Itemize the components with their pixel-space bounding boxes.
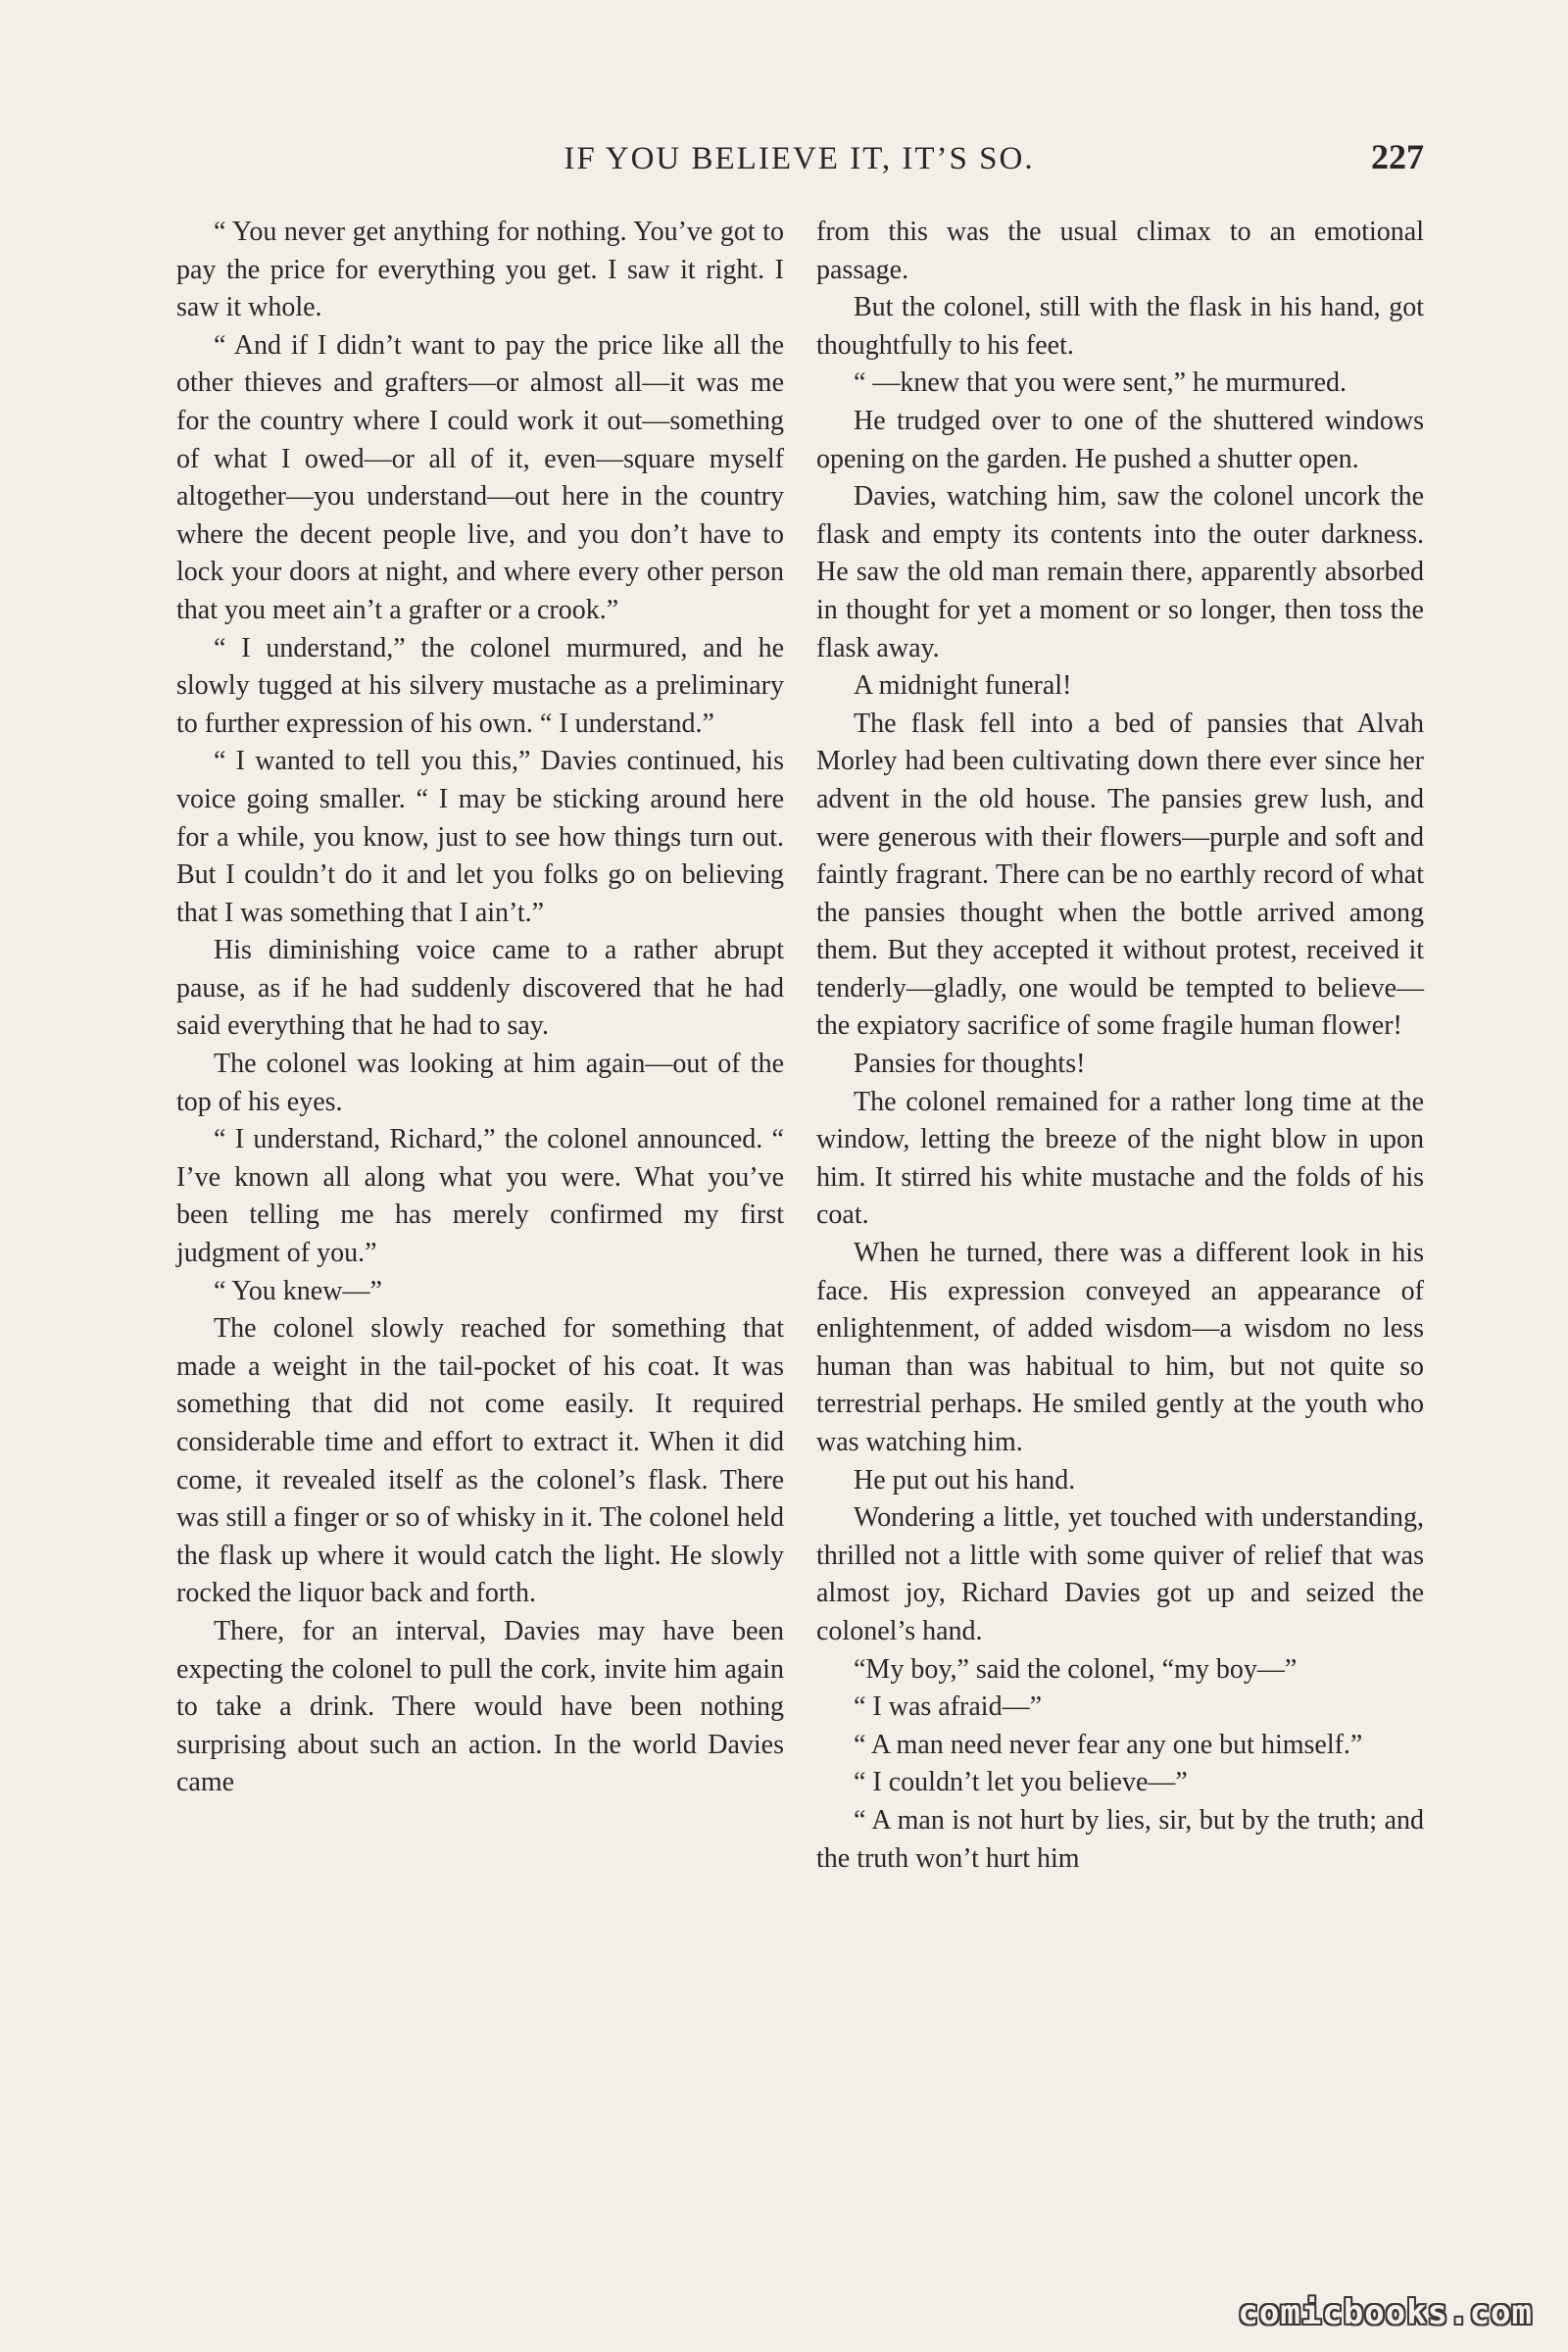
- paragraph: He trudged over to one of the shuttered windows opening on the garden. He pushed a shutter open.: [816, 405, 1424, 474]
- watermark-logo: comicbooks.com: [1238, 2293, 1533, 2332]
- paragraph: “ I couldn’t let you believe—”: [854, 1767, 1188, 1798]
- left-column: [176, 214, 784, 1802]
- paragraph: The colonel slowly reached for something that made a weight in the tail-pocket of his coat. It was something that did not come easily. It required considerable time and effort to extract it. When it did come, it revealed itself as the colonel’s flask. There was still a finger or so of whisky in it. The colonel held the flask up where it would catch the light. He slowly rocked the liquor back and forth.: [176, 1313, 784, 1609]
- paragraph: “ I understand, Richard,” the colonel announced. “ I’ve known all along what you were. What you’ve been telling me has merely confirmed my first judgment of you.”: [176, 1124, 784, 1269]
- paragraph: The flask fell into a bed of pansies that Alvah Morley had been cultivating down there ever since her advent in the old house. The pansies grew lush, and were generous with their flowers—purple and soft and faintly fragrant. There can be no earthly record of what the pansies thought when the bottle arrived among them. But they accepted it without protest, received it tenderly—gladly, one would be tempted to believe—the expiatory sacrifice of some fragile human flower!: [816, 708, 1424, 1042]
- paragraph: “ A man need never fear any one but himself.”: [854, 1729, 1363, 1760]
- paragraph: “ I wanted to tell you this,” Davies continued, his voice going smaller. “ I may be sticking around here for a while, you know, just to see how things turn out. But I couldn’t do it and let you folks go on believing that I was something that I ain’t.”: [176, 746, 784, 928]
- paragraph: “ I was afraid—”: [854, 1691, 1043, 1723]
- paragraph: His diminishing voice came to a rather abrupt pause, as if he had suddenly discovered that he had said everything that he had to say.: [176, 935, 784, 1042]
- paragraph: When he turned, there was a different look in his face. His expression conveyed an appearance of enlightenment, of added wisdom—a wisdom no less human than was habitual to him, but not quite so terrestrial perhaps. He smiled gently at the youth who was watching him.: [816, 1238, 1424, 1457]
- paragraph: “My boy,” said the colonel, “my boy—”: [854, 1653, 1298, 1685]
- paragraph: He put out his hand.: [854, 1464, 1076, 1495]
- paragraph: The colonel was looking at him again—out of the top of his eyes.: [176, 1049, 784, 1117]
- paragraph: Pansies for thoughts!: [854, 1049, 1086, 1080]
- paragraph: The colonel remained for a rather long time at the window, letting the breeze of the night blow in upon him. It stirred his white mustache and the folds of his coat.: [816, 1086, 1424, 1231]
- running-title: IF YOU BELIEVE IT, IT’S SO.: [564, 141, 1035, 176]
- paragraph: “ I understand,” the colonel murmured, and he slowly tugged at his silvery mustache as a preliminary to further expression of his own. “ I understand.”: [176, 632, 784, 739]
- paragraph: Davies, watching him, saw the colonel uncork the flask and empty its contents into the outer darkness. He saw the old man remain there, apparently absorbed in thought for yet a moment or so longer, then toss the flask away.: [816, 481, 1424, 663]
- paragraph: “ You knew—”: [214, 1275, 382, 1306]
- paragraph: There, for an interval, Davies may have been expecting the colonel to pull the cork, invite him again to take a drink. There would have been nothing surprising about such an action. In the world Davies came: [176, 1615, 784, 1798]
- paragraph: “ A man is not hurt by lies, sir, but by the truth; and the truth won’t hurt him: [816, 1804, 1424, 1874]
- continued-paragraph: from this was the usual climax to an emotional passage.: [816, 217, 1424, 285]
- paragraph: But the colonel, still with the flask in his hand, got thoughtfully to his feet.: [816, 292, 1424, 361]
- paragraph: A midnight funeral!: [854, 670, 1072, 702]
- page-header: [174, 139, 1424, 188]
- paragraph: “ —knew that you were sent,” he murmured.: [854, 368, 1348, 399]
- paragraph: “ And if I didn’t want to pay the price like all the other thieves and grafters—or almost all—it was me for the country where I could work it out—something of what I owed—or all of it, even—square myself altogether—you understand—out here in the country where the decent people live, and you don’t have to lock your doors at night, and where every other person that you meet ain’t a grafter or a crook.”: [176, 329, 784, 625]
- page-number: 227: [1371, 137, 1424, 176]
- right-column: [816, 214, 1424, 1878]
- paragraph: Wondering a little, yet touched with understanding, thrilled not a little with some quiver of relief that was almost joy, Richard Davies got up and seized the colonel’s hand.: [816, 1502, 1424, 1646]
- paragraph: “ You never get anything for nothing. You’ve got to pay the price for everything you get. I saw it right. I saw it whole.: [176, 217, 784, 323]
